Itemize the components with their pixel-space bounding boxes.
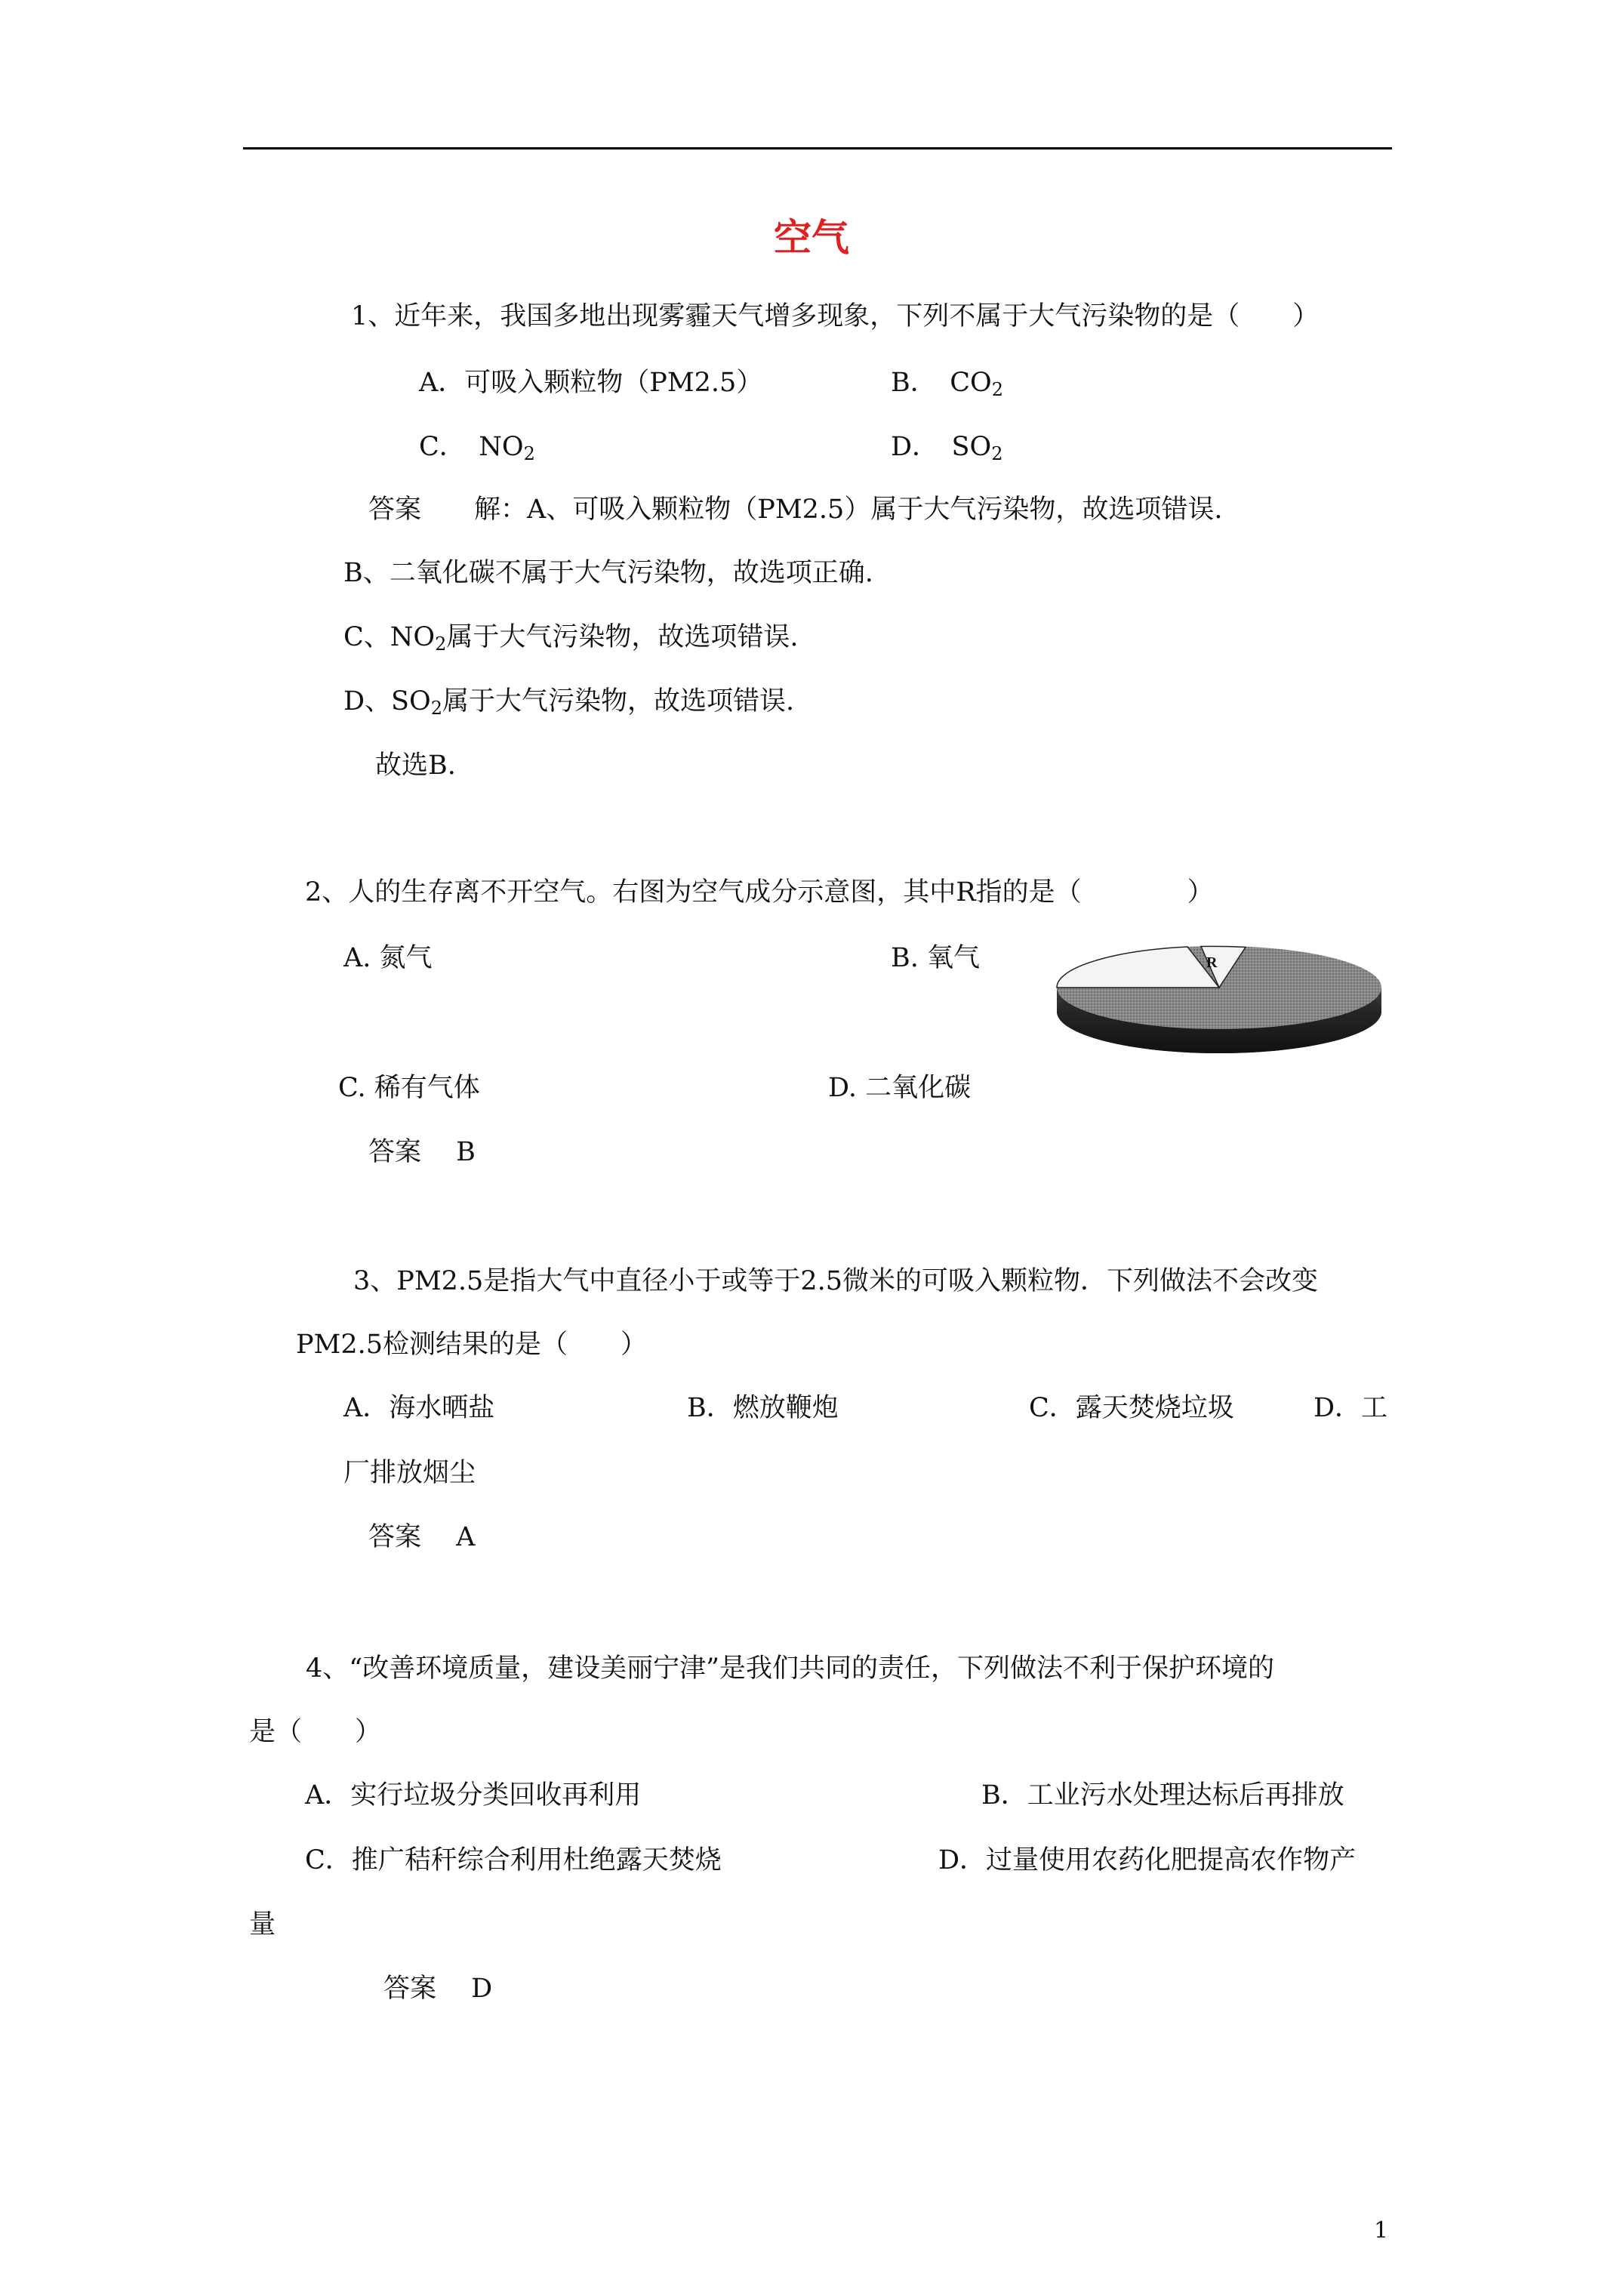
q4-stem-line1: 4、“改善环境质量，建设美丽宁津”是我们共同的责任，下列做法不利于保护环境的 (306, 1653, 1275, 1684)
q3-option-a: A．海水晒盐 (343, 1393, 495, 1423)
q1-explanation-b: B、二氧化碳不属于大气污染物，故选项正确. (343, 558, 873, 588)
q1-stem: 1、近年来，我国多地出现雾霾天气增多现象，下列不属于大气污染物的是（ ） (351, 301, 1320, 331)
q1-explanation-c: C、$NO_2$属于大气污染物，故选项错误. (343, 622, 799, 655)
q4-stem-line2: 是（ ） (249, 1717, 382, 1747)
q2-stem: 2、人的生存离不开空气。右图为空气成分示意图，其中R指的是（ ） (305, 877, 1214, 908)
q2-option-d: D. 二氧化碳 (828, 1073, 972, 1103)
q3-option-d: D．工 (1313, 1393, 1388, 1423)
header-rule (243, 147, 1392, 149)
q2-answer: 答案 B (368, 1137, 476, 1167)
q2-option-c: C. 稀有气体 (338, 1073, 480, 1103)
q3-stem-line2: PM2.5检测结果的是（ ） (296, 1330, 648, 1360)
q3-stem-line1: 3、PM2.5是指大气中直径小于或等于2.5微米的可吸入颗粒物．下列做法不会改变 (353, 1266, 1318, 1296)
q4-option-a: A．实行垃圾分类回收再利用 (305, 1780, 642, 1811)
q1-option-d: D． $SO_2$ (891, 432, 1003, 464)
page-title: 空气 (774, 215, 849, 260)
q4-option-d-continued: 量 (249, 1909, 276, 1940)
q4-option-d: D．过量使用农药化肥提高农作物产 (938, 1845, 1357, 1875)
q1-explanation-d: D、$SO_2$属于大气污染物，故选项错误. (343, 686, 795, 719)
q3-option-c: C．露天焚烧垃圾 (1029, 1393, 1234, 1423)
q1-answer: 答案 解：A、可吸入颗粒物（PM2.5）属于大气污染物，故选项错误. (368, 495, 1223, 525)
q2-option-b: B. 氧气 (891, 943, 980, 973)
pie-label-r: R (1206, 954, 1218, 971)
q3-option-b: B．燃放鞭炮 (687, 1393, 839, 1423)
q2-option-a: A. 氮气 (343, 943, 433, 973)
q4-answer: 答案 D (383, 1974, 493, 2004)
air-composition-pie-figure (1046, 925, 1393, 1061)
q1-option-c: C． $NO_2$ (419, 432, 535, 464)
q1-option-a: A．可吸入颗粒物（PM2.5） (419, 368, 763, 398)
q1-option-b: B． $CO_2$ (891, 368, 1003, 400)
q4-option-b: B．工业污水处理达标后再排放 (981, 1780, 1344, 1811)
q3-option-d-continued: 厂排放烟尘 (343, 1458, 476, 1488)
q4-option-c: C．推广秸秆综合利用杜绝露天焚烧 (305, 1845, 722, 1875)
q3-answer: 答案 A (368, 1522, 476, 1552)
page-number: 1 (1374, 2217, 1389, 2244)
q1-conclusion: 故选B. (375, 750, 456, 781)
